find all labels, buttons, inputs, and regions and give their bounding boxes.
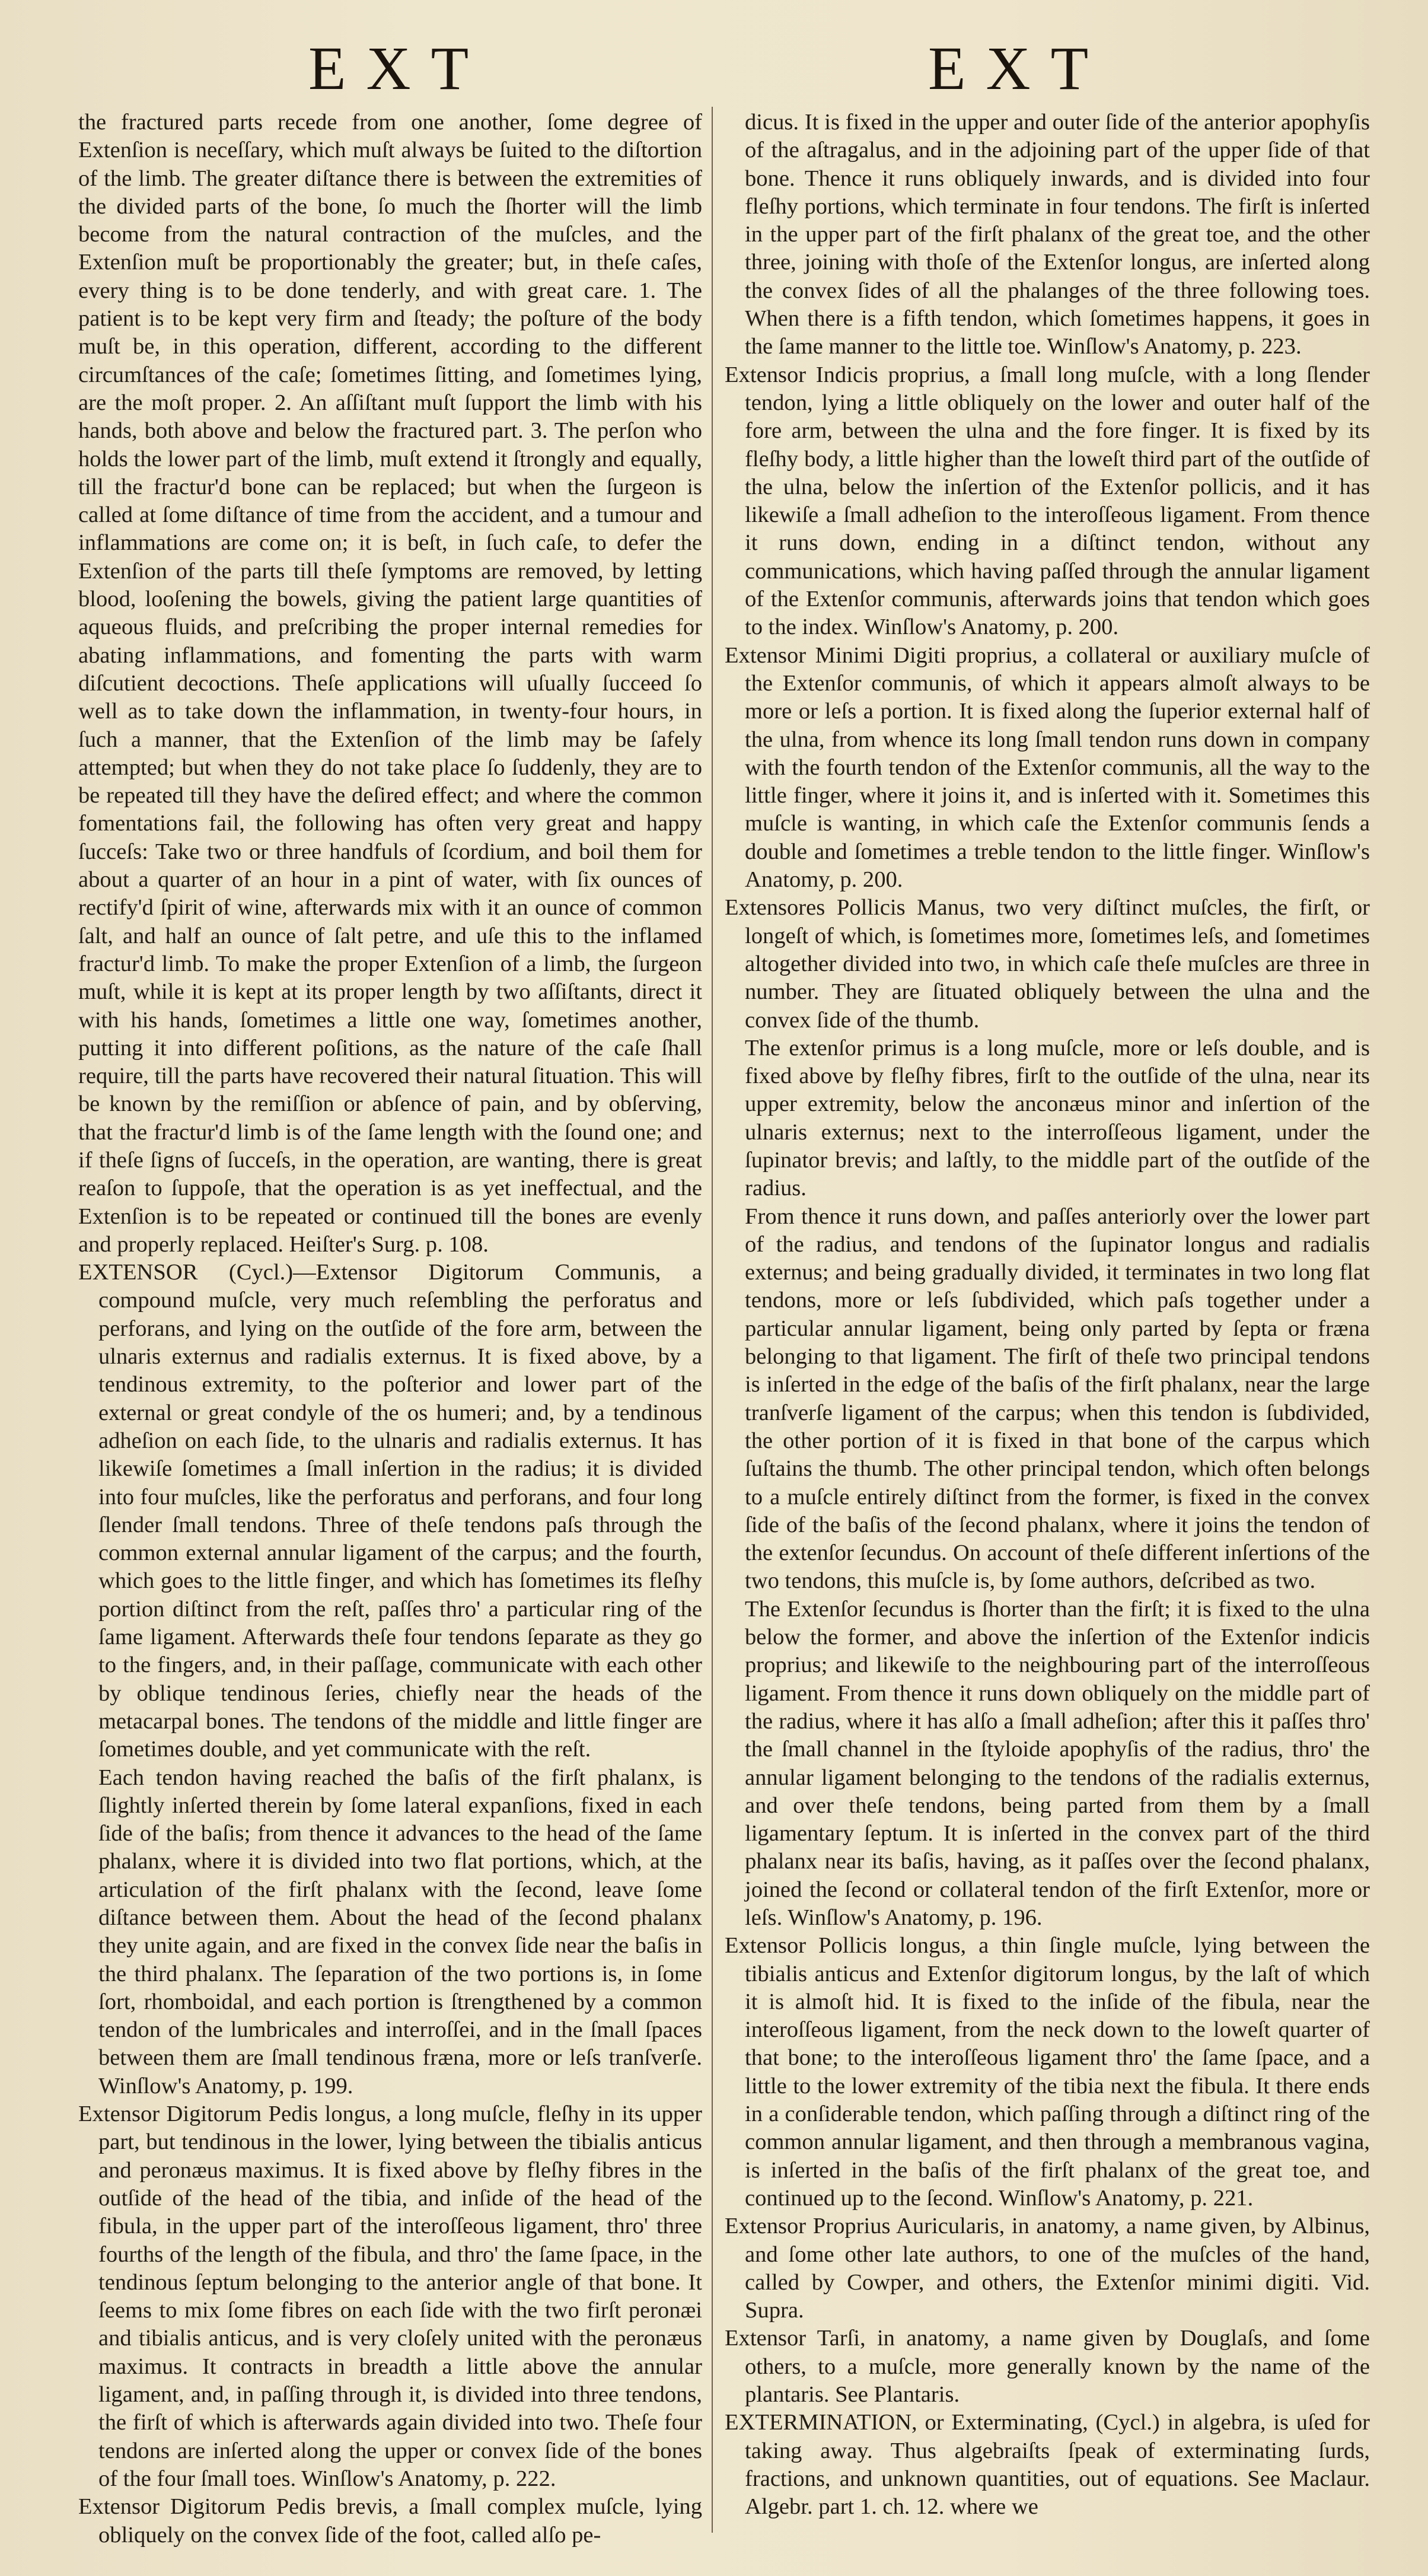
running-head-right: EXT: [928, 34, 1109, 103]
left-column: [78, 109, 702, 2549]
entry-extensores-pollicis-manus: Extensores Pollicis Manus, two very diſtinct muſcles, the firſt, or longeſt of which, is ſometimes more, ſometimes leſs, and ſometimes altogether divided into two, in which caſe theſe muſcles are three in number. They are ſituated obliquely between the ulna and the convex ſide of the thumb.: [725, 895, 1370, 1033]
paragraph-tendon-phalanx: Each tendon having reached the baſis of the firſt phalanx, is ſlightly inſerted therein by ſome lateral expanſions, fixed in each ſide of the baſis; from thence it advances to the head of the ſame phalanx, where it is divided into two flat portions, which, at the articulation of the firſt phalanx with the ſecond, leave ſome diſtance between them. About the head of the ſecond phalanx they unite again, and are fixed in the convex ſide near the baſis in the third phalanx. The ſeparation of the two portions is, in ſome ſort, rhomboidal, and each portion is ſtrengthened by a common tendon of the lumbricales and interroſſei, and in the ſmall ſpaces between them are ſmall tendinous fræna, more or leſs tranſverſe. Winſlow's Anatomy, p. 199.: [98, 1765, 702, 2099]
entry-extensor-digitorum-communis: EXTENSOR (Cycl.)—Extensor Digitorum Communis, a compound muſcle, very much reſembling the perforatus and perforans, and lying on the outſide of the fore arm, between the ulnaris externus and radialis externus. It is fixed above, by a tendinous extremity, to the poſterior and lower part of the external or great condyle of the os humeri; and, by a tendinous adheſion on each ſide, to the ulnaris and radialis externus. It has likewiſe ſometimes a ſmall inſertion in the radius; it is divided into four muſcles, like the perforatus and perforans, and four long ſlender ſmall tendons. Three of theſe tendons paſs through the common external annular ligament of the carpus; and the fourth, which goes to the little finger, and which has ſometimes its fleſhy portion diſtinct from the reſt, paſſes thro' a particular ring of the ſame ligament. Afterwards theſe four tendons ſeparate as they go to the fingers, and, in their paſſage, communicate with each other by oblique tendinous ſeries, chiefly near the heads of the metacarpal bones. The tendons of the middle and little finger are ſometimes double, and yet communicate with the reſt.: [78, 1260, 702, 1762]
paragraph-tendons-division: From thence it runs down, and paſſes anteriorly over the lower part of the radius, and tendons of the ſupinator longus and radialis externus; and being gradually divided, it terminates in two long flat tendons, more or leſs ſubdivided, which paſs together under a particular annular ligament, being only parted by ſepta or fræna belonging to that ligament. The firſt of theſe two principal tendons is inſerted in the edge of the baſis of the firſt phalanx, near the large tranſverſe ligament of the carpus; when this tendon is ſubdivided, the other portion of it is fixed in that bone of the carpus which ſuſtains the thumb. The other principal tendon, which often belongs to a muſcle entirely diſtinct from the former, is fixed in the convex ſide of the baſis of the ſecond phalanx, where it joins the tendon of the extenſor ſecundus. On account of theſe different inſertions of the two tendons, this muſcle is, by ſome authors, deſcribed as two.: [745, 1203, 1370, 1594]
entry-extensor-digitorum-pedis-brevis: Extensor Digitorum Pedis brevis, a ſmall complex muſcle, lying obliquely on the convex ſide of the foot, called alſo pe-: [78, 2494, 702, 2548]
paragraph-extensor-secundus: The Extenſor ſecundus is ſhorter than the firſt; it is fixed to the ulna below the former, and above the inſertion of the Extenſor indicis proprius; and likewiſe to the neighbouring part of the interroſſeous ligament. From thence it runs down obliquely on the middle part of the radius, where it has alſo a ſmall adheſion; after this it paſſes thro' the ſmall channel in the ſtyloide apophyſis of the radius, thro' the annular ligament belonging to the tendons of the radialis externus, and over theſe tendons, being parted from them by a ſmall ligamentary ſeptum. It is inſerted in the convex part of the third phalanx near its baſis, having, as it paſſes over the ſecond phalanx, joined the ſecond or collateral tendon of the firſt Extenſor, more or leſs. Winſlow's Anatomy, p. 196.: [745, 1596, 1370, 1930]
right-column: [725, 109, 1370, 2521]
paragraph-extensor-primus: The extenſor primus is a long muſcle, more or leſs double, and is fixed above by fleſhy fibres, firſt to the outſide of the ulna, near its upper extremity, below the anconæus minor and inſertion of the ulnaris externus; next to the interroſſeous ligament, under the ſupinator brevis; and laſtly, to the middle part of the outſide of the radius.: [745, 1035, 1370, 1201]
column-rule: [712, 107, 713, 2533]
running-head-left: EXT: [308, 34, 489, 103]
entry-extermination: EXTERMINATION, or Exterminating, (Cycl.) in algebra, is uſed for taking away. Thus algebraiſts ſpeak of exterminating ſurds, fractions, and unknown quantities, out of equations. See Maclaur. Algebr. part 1. ch. 12. where we: [725, 2410, 1370, 2520]
entry-extensor-proprius-auricularis: Extensor Proprius Auricularis, in anatomy, a name given, by Albinus, and ſome other late authors, to one of the muſcles of the hand, called by Cowper, and others, the Extenſor minimi digiti. Vid. Supra.: [725, 2214, 1370, 2323]
paragraph-pedicus-continued: dicus. It is fixed in the upper and outer ſide of the anterior apophyſis of the aſtragalus, and in the adjoining part of the upper ſide of that bone. Thence it runs obliquely inwards, and is divided into four fleſhy portions, which terminate in four tendons. The firſt is inſerted in the upper part of the firſt phalanx of the great toe, and the other three, joining with thoſe of the Extenſor longus, are inſerted along the convex ſides of all the phalanges of the three following toes. When there is a fifth tendon, which ſometimes happens, it goes in the ſame manner to the little toe. Winſlow's Anatomy, p. 223.: [745, 110, 1370, 359]
entry-extensor-minimi-digiti-proprius: Extensor Minimi Digiti proprius, a collateral or auxiliary muſcle of the Extenſor communis, of which it appears almoſt always to be more or leſs a portion. It is fixed along the ſuperior external half of the ulna, from whence its long ſmall tendon runs down in company with the fourth tendon of the Extenſor communis, all the way to the little finger, where it joins it, and is inſerted with it. Sometimes this muſcle is wanting, in which caſe the Extenſor communis ſends a double and ſometimes a treble tendon to the little finger. Winſlow's Anatomy, p. 200.: [725, 642, 1370, 893]
paragraph-extension-continued: the fractured parts recede from one another, ſome degree of Extenſion is neceſſary, which muſt always be ſuited to the diſtortion of the limb. The greater diſtance there is between the extremities of the divided parts of the bone, ſo much the ſhorter will the limb become from the natural contraction of the muſcles, and the Extenſion muſt be proportionably the greater; but, in theſe caſes, every thing is to be done tenderly, and with great care. 1. The patient is to be kept very firm and ſteady; the poſture of the body muſt be, in this operation, different, according to the different circumſtances of the caſe; ſometimes ſitting, and ſometimes lying, are the moſt proper. 2. An aſſiſtant muſt ſupport the limb with his hands, both above and below the fractured part. 3. The perſon who holds the lower part of the limb, muſt extend it ſtrongly and equally, till the fractur'd bone can be replaced; but when the ſurgeon is called at ſome diſtance of time from the accident, and a tumour and inflammations are come on; it is beſt, in ſuch caſe, to defer the Extenſion of the parts till theſe ſymptoms are removed, by letting blood, looſening the bowels, giving the patient large quantities of aqueous fluids, and preſcribing the proper internal remedies for abating inflammations, and fomenting the parts with warm diſcutient decoctions. Theſe applications will uſually ſucceed ſo well as to take down the inflammation, in twenty-four hours, in ſuch a manner, that the Extenſion of the limb may be ſafely attempted; but when they do not take place ſo ſuddenly, they are to be repeated till they have the deſired effect; and where the common fomentations fail, the following has often very great and happy ſucceſs: Take two or three handfuls of ſcordium, and boil them for about a quarter of an hour in a pint of water, with ſix ounces of rectify'd ſpirit of wine, afterwards mix with it an ounce of common ſalt, and half an ounce of ſalt petre, and uſe this to the inflamed fractur'd limb. To make the proper Extenſion of a limb, the ſurgeon muſt, while it is kept at its proper length by two aſſiſtants, direct it with his hands, ſometimes a little one way, ſometimes another, putting it into different poſitions, as the nature of the caſe ſhall require, till the parts have recovered their natural ſituation. This will be known by the remiſſion or abſence of pain, and by obſerving, that the fractur'd limb is of the ſame length with the ſound one; and if theſe ſigns of ſucceſs, in the operation, are wanting, there is great reaſon to ſuppoſe, that the operation is as yet ineffectual, and the Extenſion is to be repeated or continued till the bones are evenly and properly replaced. Heiſter's Surg. p. 108.: [78, 110, 702, 1257]
entry-extensor-tarsi: Extensor Tarſi, in anatomy, a name given by Douglaſs, and ſome others, to a muſcle, more generally known by the name of the plantaris. See Plantaris.: [725, 2326, 1370, 2408]
entry-extensor-pollicis-longus: Extensor Pollicis longus, a thin ſingle muſcle, lying between the tibialis anticus and Extenſor digitorum longus, by the laſt of which it is almoſt hid. It is fixed to the inſide of the fibula, near the interoſſeous ligament, from the neck down to the loweſt quarter of that bone; to the interoſſeous ligament thro' the ſame ſpace, and a little to the lower extremity of the tibia next the fibula. It there ends in a conſiderable tendon, which paſſing through a diſtinct ring of the common annular ligament, and then through a membranous vagina, is inſerted in the baſis of the firſt phalanx of the great toe, and continued up to the ſecond. Winſlow's Anatomy, p. 221.: [725, 1933, 1370, 2211]
entry-extensor-indicis-proprius: Extensor Indicis proprius, a ſmall long muſcle, with a long ſlender tendon, lying a little obliquely on the lower and outer half of the fore arm, between the ulna and the fore finger. It is fixed by its fleſhy body, a little higher than the loweſt third part of the outſide of the ulna, below the inſertion of the Extenſor pollicis, and it has likewiſe a ſmall adheſion to the interoſſeous ligament. From thence it runs down, ending in a diſtinct tendon, without any communications, which having paſſed through the annular ligament of the Extenſor communis, afterwards joins that tendon which goes to the index. Winſlow's Anatomy, p. 200.: [725, 362, 1370, 640]
entry-extensor-digitorum-pedis-longus: Extensor Digitorum Pedis longus, a long muſcle, fleſhy in its upper part, but tendinous in the lower, lying between the tibialis anticus and peronæus maximus. It is fixed above by fleſhy fibres in the outſide of the head of the tibia, and inſide of the head of the fibula, in the upper part of the interoſſeous ligament, thro' three fourths of the length of the fibula, and thro' the ſame ſpace, in the tendinous ſeptum belonging to the anterior angle of that bone. It ſeems to mix ſome fibres on each ſide with the two firſt peronæi and tibialis anticus, and is very cloſely united with the peronæus maximus. It contracts in breadth a little above the annular ligament, and, in paſſing through it, is divided into three tendons, the firſt of which is afterwards again divided into two. Theſe four tendons are inſerted along the upper or convex ſide of the bones of the four ſmall toes. Winſlow's Anatomy, p. 222.: [78, 2101, 702, 2491]
